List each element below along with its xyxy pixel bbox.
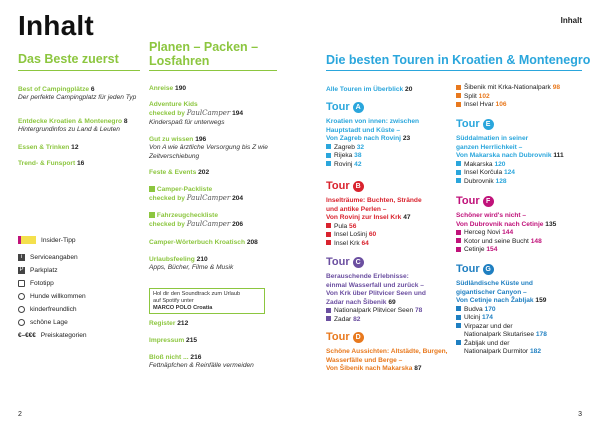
col2-entry-kids[interactable]: Adventure Kids checked by PaulCamper 194 Kinderspaß für unterwegs [149,101,244,126]
tour-g-entry[interactable]: Südländische Küste und gigantischer Canyon – Von Cetinje nach Žabljak 159 Budva 170 Ulcinj 174 Virpazar und der Nationalpark Skutarisee 178 Žabljak und der Nationalpark Durmitor 182 [456,280,547,355]
tour-b-badge: B [353,181,364,192]
tour-f-label: Tour F [456,195,494,207]
tour-e-label: Tour E [456,118,494,130]
col2-heading: Planen – Packen – Losfahren [149,40,259,68]
col2-entry-wissen[interactable]: Gut zu wissen 196 Von A wie ärztliche Versorgung bis Z wie Zeitverschiebung [149,136,268,160]
tour-b-entry[interactable]: Inselträume: Buchten, Strände und antike Perlen – Von Rovinj zur Insel Krk 47 Pula 56 Insel Lošinj 60 Insel Krk 64 [326,197,422,247]
col1-entry-4[interactable]: Trend- & Funsport 16 [18,160,85,167]
tour-e-entry[interactable]: Süddalmatien in seiner ganzen Herrlichkeit – Von Makarska nach Dubrovnik 111 Makarska 120 Insel Korčula 124 Dubrovnik 128 [456,135,564,185]
col1-entry-2[interactable]: Entdecke Kroatien & Montenegro 8 Hintergrundinfos zu Land & Leuten [18,118,128,134]
legend-family: kinderfreundlich [18,306,77,313]
view-icon [18,319,25,326]
tour-e-badge: E [483,119,494,130]
col2-entry-blossnicht[interactable]: Bloß nicht ... 216 Fettnäpfchen & Reinfälle vermeiden [149,354,254,370]
col2-entry-anreise[interactable]: Anreise 190 [149,85,187,92]
checkbox-icon [149,212,155,218]
tour-d-stops[interactable]: Šibenik mit Krka-Nationalpark 98 Split 102 Insel Hvar 106 [456,84,560,110]
tour-g-label: Tour G [456,263,494,275]
legend-service: i Serviceangaben [18,254,78,261]
col2-entry-urlaub[interactable]: Urlaubsfeeling 210 Apps, Bücher, Filme & Musik [149,256,234,272]
page-number-right: 3 [578,411,582,418]
legend-photo: Fototipp [18,280,54,287]
col2-entry-fahrzeug[interactable]: Fahrzeugcheckliste checked by PaulCamper 206 [149,212,244,229]
col2-entry-packliste[interactable]: Camper-Packliste checked by PaulCamper 204 [149,186,244,203]
col1-entry-3[interactable]: Essen & Trinken 12 [18,144,79,151]
col2-entry-impressum[interactable]: Impressum 215 [149,337,198,344]
tour-a-entry[interactable]: Kroatien von innen: zwischen Hauptstadt und Küste – Von Zagreb nach Rovinj 23 Zagreb 32 Rijeka 38 Rovinj 42 [326,118,420,168]
camera-icon [18,280,25,287]
col1-heading: Das Beste zuerst [18,52,119,66]
parking-icon: P [19,267,24,273]
tour-b-label: Tour B [326,180,364,192]
price-icon: €–€€€ [18,332,36,339]
legend-view: schöne Lage [18,319,68,326]
tour-d-entry[interactable]: Schöne Aussichten: Altstädte, Burgen, Wasserfälle und Berge – Von Šibenik nach Makarska 87 [326,348,448,372]
tour-d-label: Tour D [326,331,364,343]
page-number-left: 2 [18,411,22,418]
page-title: Inhalt [18,10,94,41]
col1-entry-1[interactable]: Best of Campingplätze 6 Der perfekte Campingplatz für jeden Typ [18,86,137,102]
info-icon: i [18,254,25,261]
col3-rule [326,70,582,71]
family-icon [18,306,25,313]
col3-heading: Die besten Touren in Kroatien & Montenegro [326,53,591,67]
legend-insider: Insider-Tipp [18,236,76,244]
dog-icon [18,293,25,300]
col2-entry-feste[interactable]: Feste & Events 202 [149,169,210,176]
col2-entry-woerterbuch[interactable]: Camper-Wörterbuch Kroatisch 208 [149,239,258,246]
running-head: Inhalt [560,16,582,25]
tour-c-label: Tour C [326,256,364,268]
tour-a-label: Tour A [326,101,364,113]
legend-parking: P Parkplatz [19,267,58,274]
tour-c-badge: C [353,257,364,268]
tour-a-badge: A [353,102,364,113]
tour-c-entry[interactable]: Berauschende Erlebnisse: einmal Wasserfall und zurück – Von Krk über Plitvicer Seen und Zadar nach Šibenik 69 Nationalpark Plitvicer Seen 78 Zadar 82 [326,273,426,323]
legend-dog: Hunde willkommen [18,293,86,300]
col1-rule [18,70,140,71]
legend-price: €–€€€ Preiskategorien [18,332,87,339]
tour-f-entry[interactable]: Schöner wird's nicht – Von Dubrovnik nach Cetinje 135 Herceg Novi 144 Kotor und seine Bucht 148 Cetinje 154 [456,212,557,253]
tour-d-badge: D [353,332,364,343]
col2-rule [149,70,277,71]
tour-f-badge: F [483,196,494,207]
insider-tip-icon [18,236,36,244]
spotify-box: Hol dir den Soundtrack zum Urlaub auf Spotify unter MARCO POLO Croatia [149,288,265,314]
tours-overview[interactable]: Alle Touren im Überblick 20 [326,86,413,93]
col2-entry-register[interactable]: Register 212 [149,320,189,327]
checkbox-icon [149,186,155,192]
tour-g-badge: G [483,264,494,275]
